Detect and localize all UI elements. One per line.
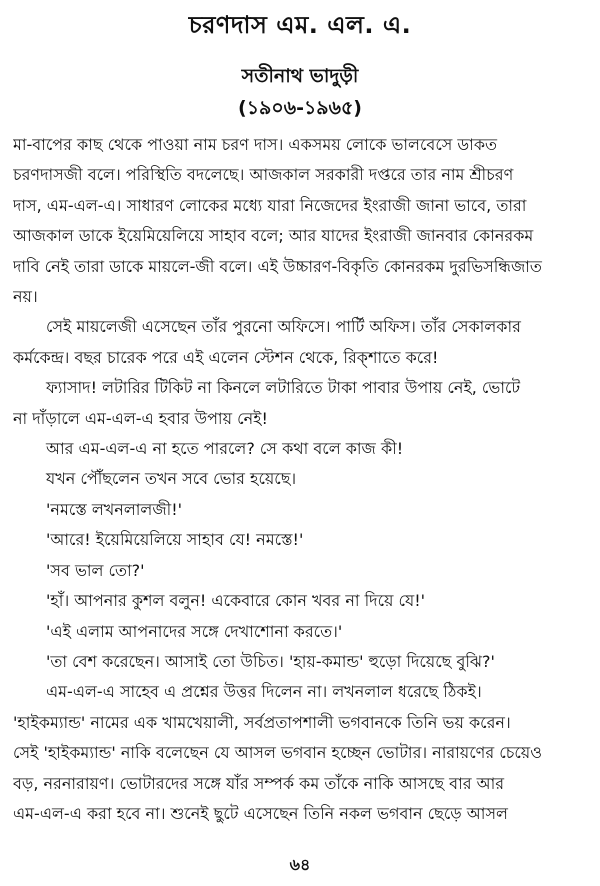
- text-line: সেই মায়লেজী এসেছেন তাঁর পুরনো অফিসে। পার্টি অফিস। তাঁর সেকালকার: [46, 317, 521, 337]
- author-years: (১৯০৬-১৯৬৫): [238, 97, 362, 119]
- text-line: দাবি নেই তারা ডাকে মায়লে-জী বলে। এই উচ্চারণ-বিকৃতি কোনরকম দুরভিসন্ধিজাত: [13, 256, 542, 276]
- text-line: আজকাল ডাকে ইয়েমিয়েলিয়ে সাহাব বলে; আর যাদের ইংরাজী জানবার কোনরকম: [13, 226, 534, 246]
- text-line: আর এম-এল-এ না হতে পারলে? সে কথা বলে কাজ কী!: [46, 439, 404, 459]
- page-number: ৬৪: [289, 855, 311, 874]
- text-line: 'নমস্তে লখনলালজী!': [46, 499, 183, 519]
- text-line: এম-এল-এ সাহেব এ প্রশ্নের উত্তর দিলেন না। লখনলাল ধরেছে ঠিকই।: [46, 682, 482, 702]
- text-line: 'সব ভাল তো?': [46, 560, 145, 580]
- text-line: এম-এল-এ করা হবে না। শুনেই ছুটে এসেছেন তিনি নকল ভগবান ছেড়ে আসল: [13, 803, 508, 823]
- text-line: 'হাইকম্যান্ড' নামের এক খামখেয়ালী, সর্বপ্রতাপশালী ভগবানকে তিনি ভয় করেন।: [13, 712, 511, 732]
- text-line: বড়, নরনারায়ণ। ভোটারদের সঙ্গে যাঁর সম্পর্ক কম তাঁকে নাকি আসছে বার আর: [13, 773, 505, 793]
- text-line: ফ্যাসাদ! লটারির টিকিট না কিনলে লটারিতে টাকা পাবার উপায় নেই, ভোটে: [46, 378, 521, 398]
- text-line: নয়।: [13, 287, 38, 307]
- text-line: চরণদাসজী বলে। পরিস্থিতি বদলেছে। আজকাল সরকারী দপ্তরে তার নাম শ্রীচরণ: [13, 165, 514, 185]
- story-title: চরণদাস এম. এল. এ.: [188, 11, 412, 39]
- story-body: [13, 130, 591, 829]
- text-line: 'তা বেশ করেছেন। আসাই তো উচিত। 'হায়-কমান্ড' হুড়ো দিয়েছে বুঝি?': [46, 651, 495, 671]
- text-line: কর্মকেন্দ্র। বছর চারেক পরে এই এলেন স্টেশন থেকে, রিক্‌শাতে করে!: [13, 347, 439, 367]
- text-line: 'হাঁ। আপনার কুশল বলুন! একেবারে কোন খবর না দিয়ে যে!': [46, 591, 426, 611]
- text-line: মা-বাপের কাছ থেকে পাওয়া নাম চরণ দাস। একসময় লোকে ভালবেসে ডাকত: [13, 135, 498, 154]
- text-line: সেই 'হাইকম্যান্ড' নাকি বলেছেন যে আসল ভগবান হচ্ছেন ভোটার। নারায়ণের চেয়েও: [13, 743, 542, 763]
- text-line: না দাঁড়ালে এম-এল-এ হবার উপায় নেই!: [13, 408, 268, 428]
- text-line: যখন পৌঁছলেন তখন সবে ভোর হয়েছে।: [46, 469, 297, 489]
- text-line: দাস, এম-এল-এ। সাধারণ লোকের মধ্যে যারা নিজেদের ইংরাজী জানা ভাবে, তারা: [13, 195, 527, 215]
- text-line: 'আরে! ইয়েমিয়েলিয়ে সাহাব যে! নমস্তে!': [46, 530, 304, 550]
- author-name: সতীনাথ ভাদুড়ী: [241, 65, 359, 87]
- text-line: 'এই এলাম আপনাদের সঙ্গে দেখাশোনা করতে।': [46, 621, 343, 641]
